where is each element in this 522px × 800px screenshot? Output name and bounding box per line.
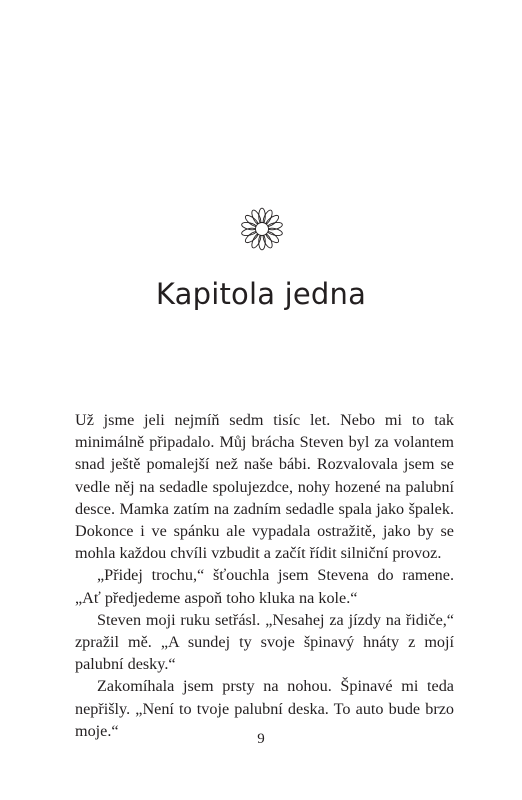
paragraph: Steven moji ruku setřásl. „Nesahej za jízdy na řidiče,“ zpražil mě. „A sundej ty svoje špinavý hnáty z mojí palubní desky.“ xyxy=(75,610,454,674)
page-number: 9 xyxy=(257,731,265,747)
flower-icon xyxy=(240,207,284,251)
paragraph: Už jsme jeli nejmíň sedm tisíc let. Nebo mi to tak minimálně připadalo. Můj brácha Steven byl za volantem snad ještě pomalejší než naše bábi. Rozvalovala jsem se vedle něj na sedadle spolujezdce, nohy hozené na palubní desce. Mamka zatím na zadním sedadle spala jako špalek. Dokonce i ve spánku ale vypadala ostražitě, jako by se mohla každou chvíli vzbudit a začít řídit silniční provoz. xyxy=(75,411,454,563)
paragraph: Zakomíhala jsem prsty na nohou. Špinavé mi teda nepřišly. „Není to tvoje palubní deska. To auto bude brzo moje.“ xyxy=(75,677,454,740)
chapter-title: Kapitola jedna xyxy=(155,277,367,311)
chapter-body-text xyxy=(75,409,454,742)
paragraph: „Přidej trochu,“ šťouchla jsem Stevena do ramene. „Ať předjedeme aspoň toho kluka na kole.“ xyxy=(75,566,454,607)
